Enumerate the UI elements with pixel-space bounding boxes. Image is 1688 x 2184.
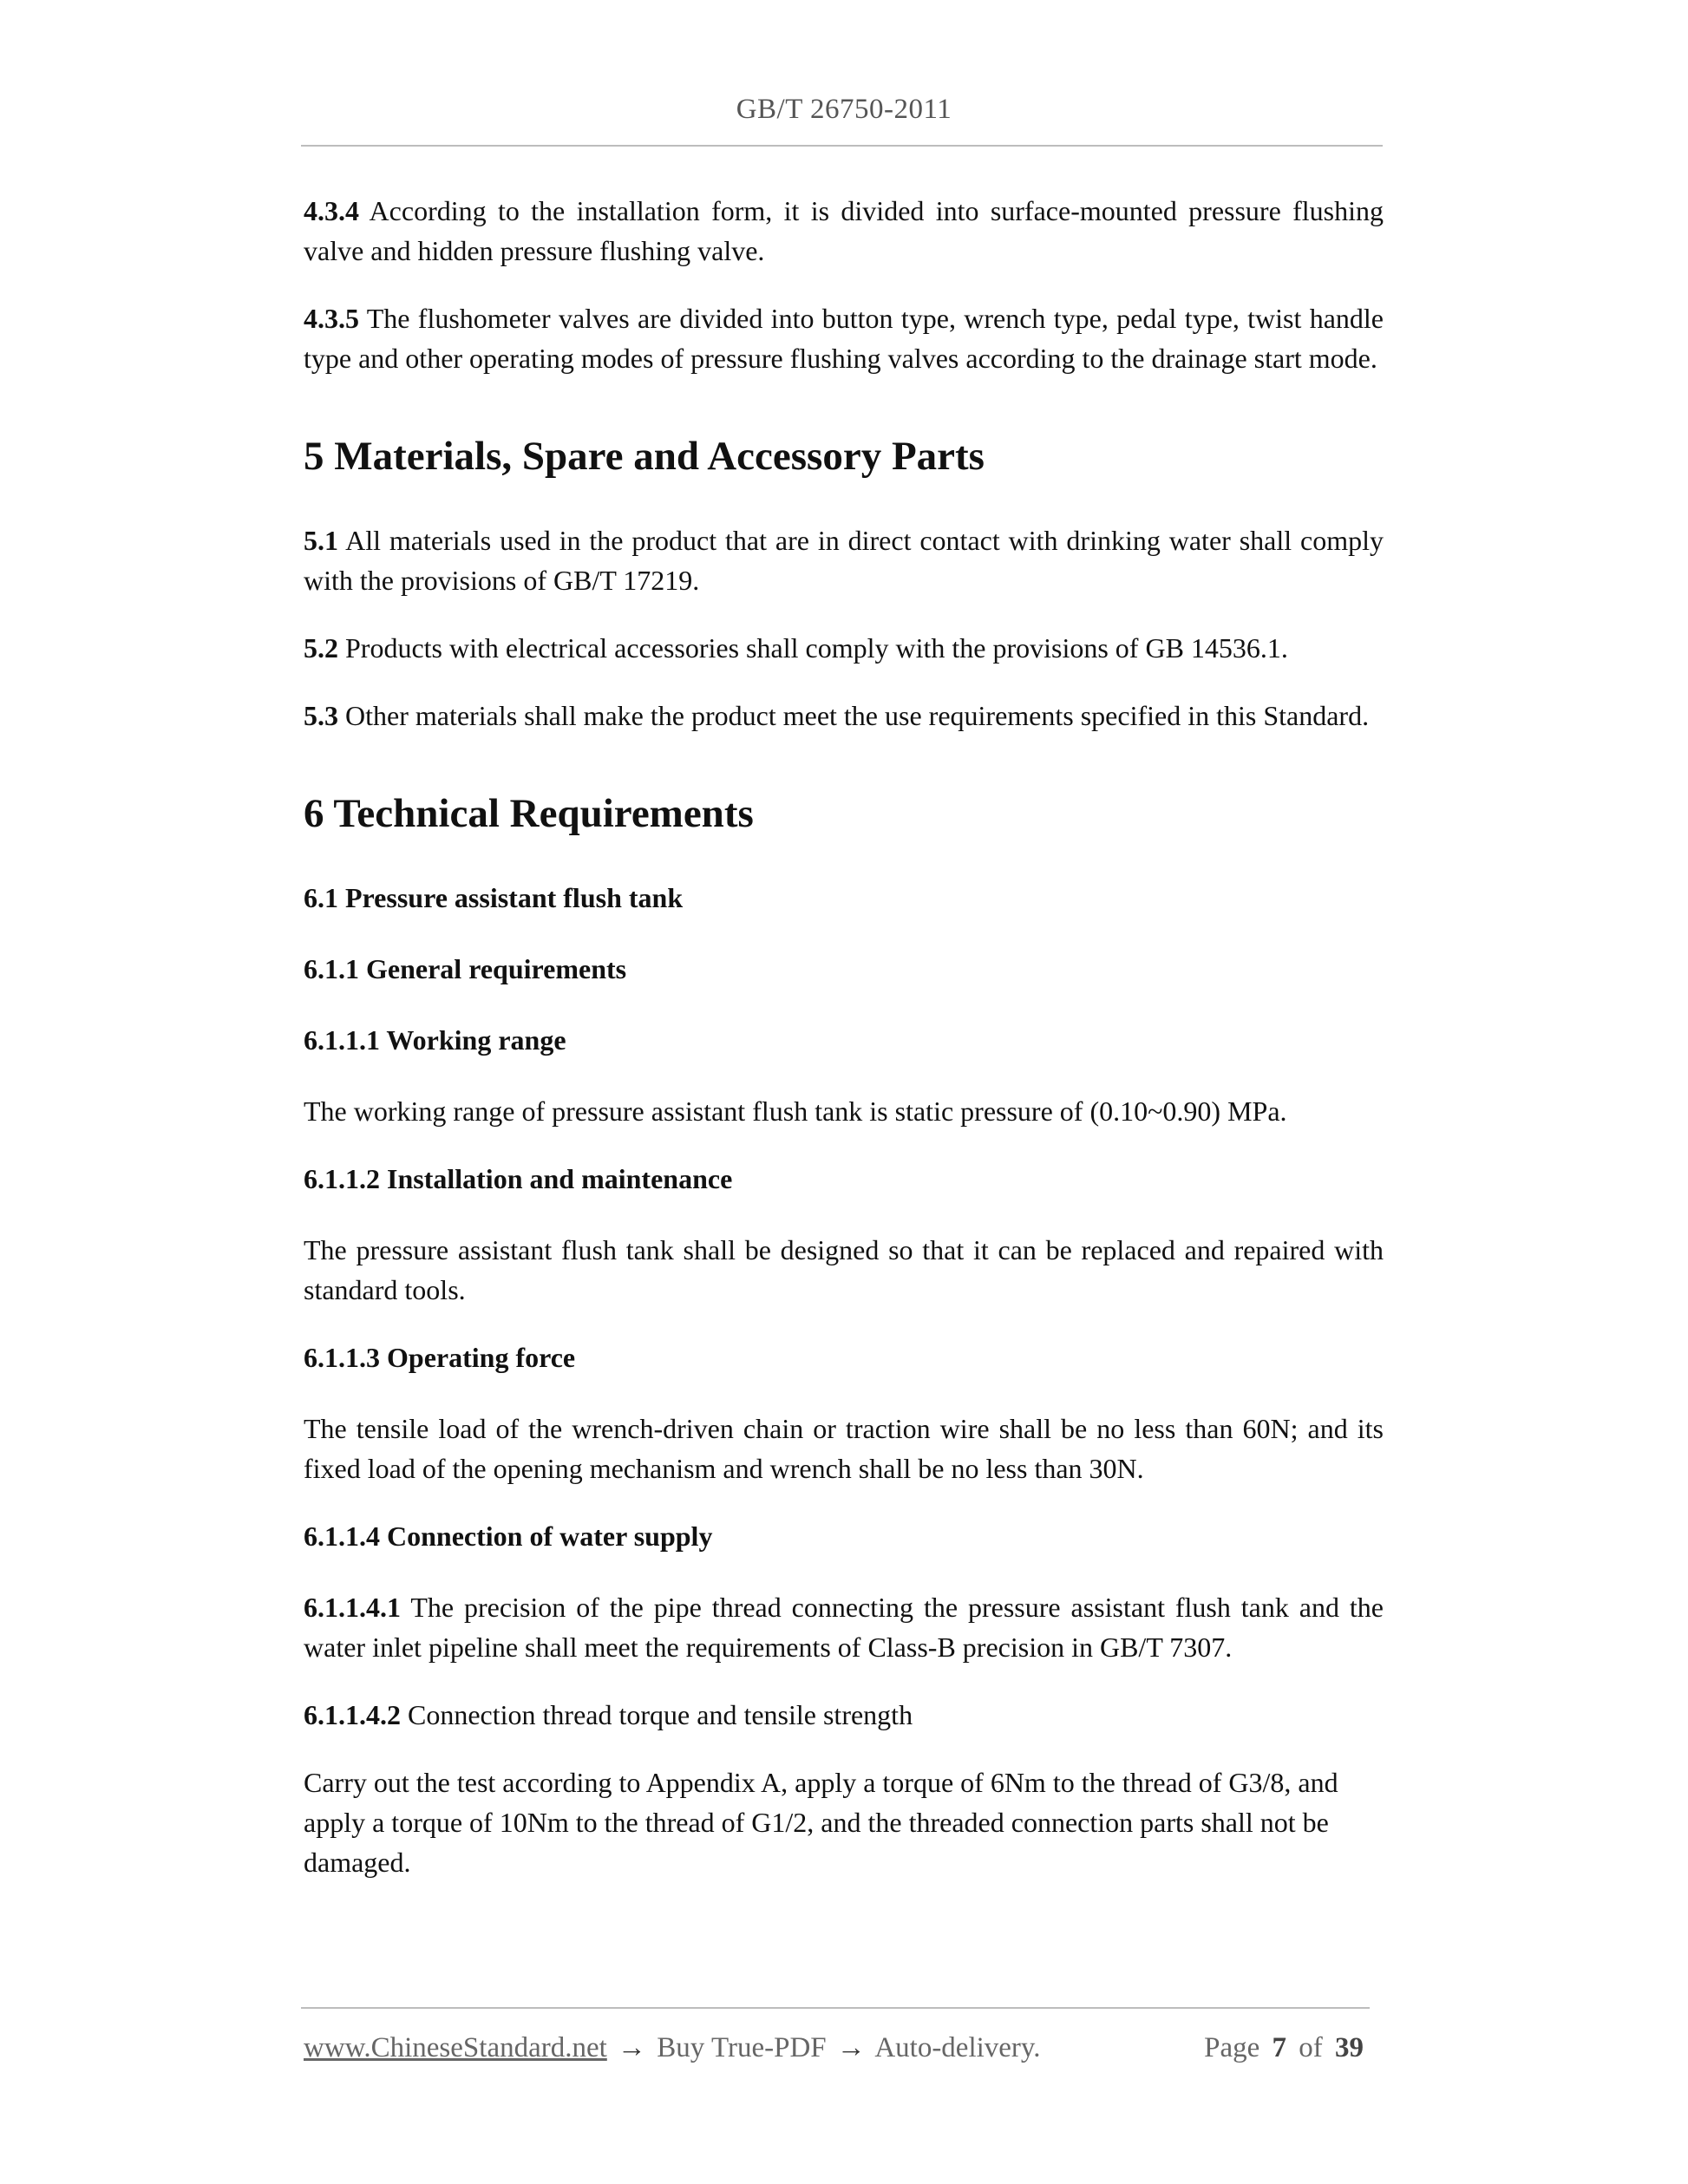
header-divider [301,145,1383,147]
page-total: 39 [1335,2032,1364,2063]
clause-number: 5.1 [304,525,338,556]
paragraph-6-1-1-4-1 [304,1587,1384,1667]
paragraph-5-1 [304,520,1384,600]
subheading-6-1-1-2: 6.1.1.2 Installation and maintenance [304,1163,733,1194]
section-heading-5: 5 Materials, Spare and Accessory Parts [304,434,985,479]
document-footer [304,2028,1369,2068]
clause-text: All materials used in the product that are in direct contact with drinking water shall comply with the provisions of GB/T 17219. [304,525,1384,596]
auto-delivery-text: Auto-delivery. [874,2032,1041,2063]
document-header-title: GB/T 26750-2011 [736,94,952,125]
buy-true-pdf-text: Buy True-PDF [657,2032,827,2063]
subheading-6-1-1-3: 6.1.1.3 Operating force [304,1342,576,1373]
section-heading-6: 6 Technical Requirements [304,791,754,836]
clause-number: 4.3.5 [304,303,359,334]
paragraph-4-3-5 [304,298,1384,378]
subheading-6-1-1: 6.1.1 General requirements [304,953,627,984]
arrow-right-icon: → [618,2032,647,2063]
document-body [304,191,1384,1910]
clause-number: 5.2 [304,632,338,664]
paragraph-5-2 [304,628,1384,668]
clause-number: 5.3 [304,700,338,731]
subheading-6-1-1-4: 6.1.1.4 Connection of water supply [304,1520,713,1552]
clause-number: 6.1.1.4.1 [304,1592,401,1623]
page-current: 7 [1272,2032,1286,2063]
paragraph-torque-test: Carry out the test according to Appendix A, apply a torque of 6Nm to the thread of G3/8, and apply a torque of 10Nm to the thread of G1/2, and the threaded connection parts shall not be damaged. [304,1767,1338,1878]
paragraph-6-1-1-4-2 [304,1695,1384,1735]
page-label: Page [1204,2032,1260,2063]
clause-number: 4.3.4 [304,195,359,226]
paragraph-operating-force: The tensile load of the wrench-driven chain or traction wire shall be no less than 60N; and its fixed load of the opening mechanism and wrench shall be no less than 30N. [304,1413,1384,1484]
clause-text: According to the installation form, it is divided into surface-mounted pressure flushing valve and hidden pressure flushing valve. [304,195,1384,266]
paragraph-installation: The pressure assistant flush tank shall be designed so that it can be replaced and repaired with standard tools. [304,1234,1384,1305]
arrow-right-icon: → [836,2032,866,2063]
clause-text: Products with electrical accessories shall comply with the provisions of GB 14536.1. [338,632,1288,664]
paragraph-working-range: The working range of pressure assistant flush tank is static pressure of (0.10~0.90) MPa. [304,1095,1287,1127]
page-indicator [1204,2028,1369,2068]
clause-text: The precision of the pipe thread connecting the pressure assistant flush tank and the water inlet pipeline shall meet the requirements of Class-B precision in GB/T 7307. [304,1592,1384,1663]
subheading-6-1: 6.1 Pressure assistant flush tank [304,882,684,913]
clause-text: The flushometer valves are divided into button type, wrench type, pedal type, twist handle type and other operating modes of pressure flushing valves according to the drainage start mode. [304,303,1384,374]
subheading-6-1-1-1: 6.1.1.1 Working range [304,1024,566,1056]
clause-text: Connection thread torque and tensile strength [401,1699,913,1730]
clause-text: Other materials shall make the product meet the use requirements specified in this Standard. [338,700,1370,731]
clause-number: 6.1.1.4.2 [304,1699,401,1730]
paragraph-4-3-4 [304,191,1384,271]
paragraph-5-3 [304,696,1384,736]
website-link[interactable]: www.ChineseStandard.net [304,2032,607,2063]
footer-divider [301,2007,1370,2009]
page-of-label: of [1299,2032,1323,2063]
